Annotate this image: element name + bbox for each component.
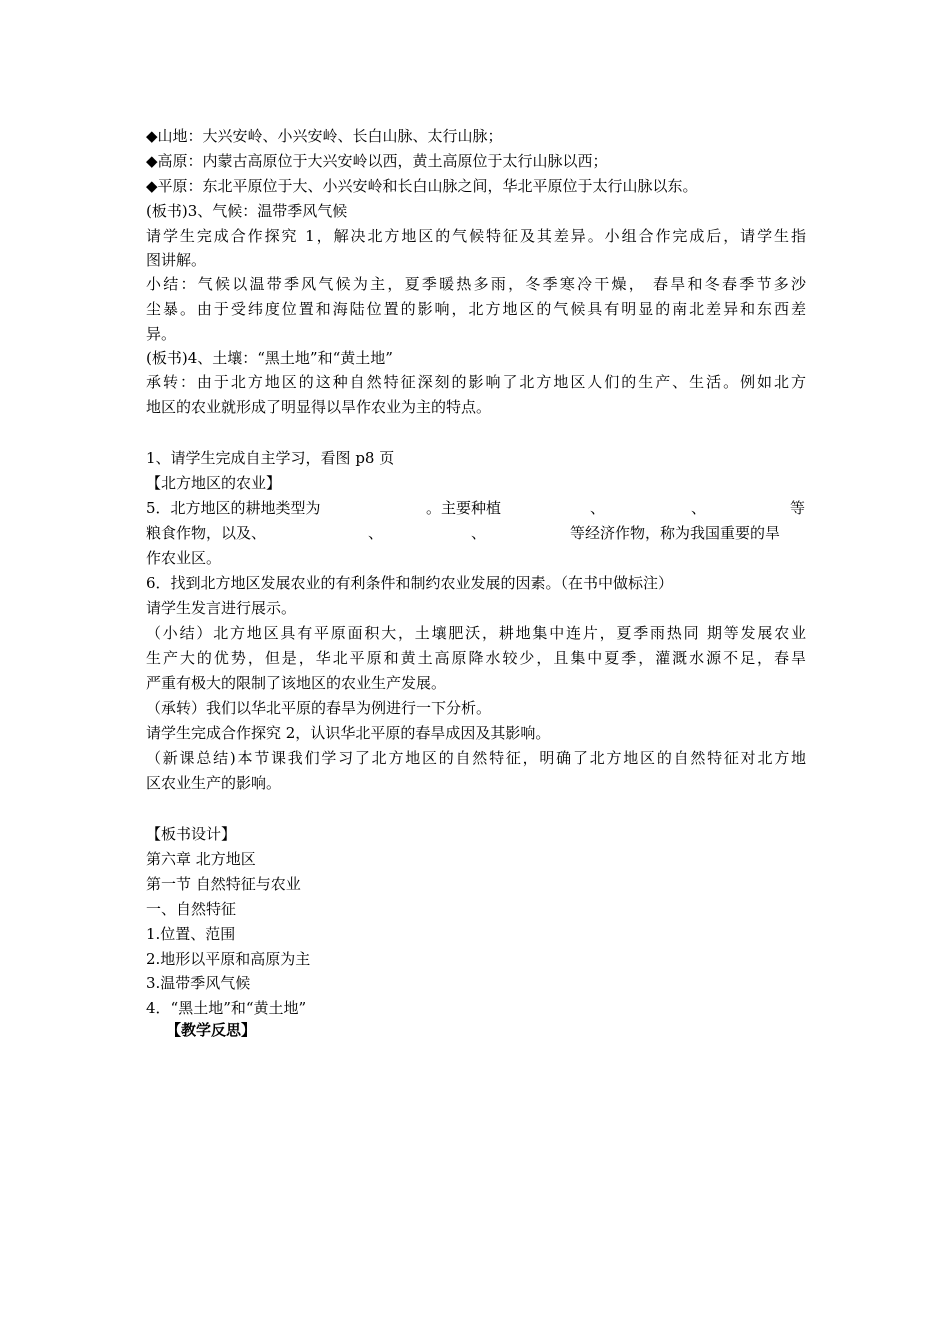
board-design-heading: 【板书设计】 bbox=[146, 825, 237, 843]
board-item-4: 4．“黑土地”和“黄土地” bbox=[146, 999, 307, 1017]
self-study-instruction: 1、请学生完成自主学习，看图 p8 页 bbox=[146, 449, 395, 467]
question5-line3: 作农业区。 bbox=[146, 549, 222, 567]
agriculture-heading: 【北方地区的农业】 bbox=[146, 474, 282, 492]
teaching-reflection-heading: 【教学反思】 bbox=[166, 1021, 257, 1039]
question5-text-c: 等 bbox=[790, 499, 806, 517]
transition-line1: 承转：由于北方地区的这种自然特征深刻的影响了北方地区人们的生产、生活。例如北方 bbox=[146, 373, 806, 391]
question5-text-e: 等经济作物，称为我国重要的旱 bbox=[570, 524, 781, 542]
question5-sep-2: 、 bbox=[691, 499, 707, 517]
agriculture-summary-line3: 严重有极大的限制了该地区的农业生产发展。 bbox=[146, 674, 447, 692]
cooperative-task-2: 请学生完成合作探究 2，认识华北平原的春旱成因及其影响。 bbox=[146, 724, 551, 742]
student-presentation: 请学生发言进行展示。 bbox=[146, 599, 297, 617]
landform-plains: ◆平原：东北平原位于大、小兴安岭和长白山脉之间，华北平原位于太行山脉以东。 bbox=[146, 177, 698, 195]
climate-task-line2: 图讲解。 bbox=[146, 251, 207, 269]
board-soil: (板书)4、土壤：“黑土地”和“黄土地” bbox=[146, 349, 393, 367]
question5-sep-4: 、 bbox=[471, 524, 487, 542]
landform-mountains: ◆山地：大兴安岭、小兴安岭、长白山脉、太行山脉； bbox=[146, 127, 503, 145]
board-item-3: 3.温带季风气候 bbox=[146, 974, 251, 992]
question5-text-b: 。主要种植 bbox=[426, 499, 502, 517]
lesson-summary-line2: 区农业生产的影响。 bbox=[146, 774, 282, 792]
board-item-2: 2.地形以平原和高原为主 bbox=[146, 950, 311, 968]
question5-text-d: 粮食作物，以及、 bbox=[146, 524, 267, 542]
climate-summary-line1: 小结：气候以温带季风气候为主，夏季暖热多雨，冬季寒冷干燥， 春旱和冬春季节多沙 bbox=[146, 275, 806, 293]
question5-sep-3: 、 bbox=[368, 524, 384, 542]
lesson-summary-line1: （新课总结)本节课我们学习了北方地区的自然特征，明确了北方地区的自然特征对北方地 bbox=[146, 749, 806, 767]
question6: 6．找到北方地区发展农业的有利条件和制约农业发展的因素。（在书中做标注） bbox=[146, 574, 674, 592]
board-item-natural-features: 一、自然特征 bbox=[146, 900, 237, 918]
board-item-1: 1.位置、范围 bbox=[146, 925, 236, 943]
question5-text-a: 5．北方地区的耕地类型为 bbox=[146, 499, 321, 517]
question5-sep-1: 、 bbox=[590, 499, 606, 517]
board-climate: (板书)3、气候：温带季风气候 bbox=[146, 202, 348, 220]
transition-spring-drought: （承转）我们以华北平原的春旱为例进行一下分析。 bbox=[146, 699, 492, 717]
climate-summary-line3: 异。 bbox=[146, 325, 177, 343]
agriculture-summary-line2: 生产大的优势，但是，华北平原和黄土高原降水较少，且集中夏季，灌溉水源不足，春旱 bbox=[146, 649, 806, 667]
climate-summary-line2: 尘暴。由于受纬度位置和海陆位置的影响，北方地区的气候具有明显的南北差异和东西差 bbox=[146, 300, 806, 318]
transition-line2: 地区的农业就形成了明显得以旱作农业为主的特点。 bbox=[146, 398, 492, 416]
board-chapter: 第六章 北方地区 bbox=[146, 850, 256, 868]
board-section: 第一节 自然特征与农业 bbox=[146, 875, 301, 893]
landform-plateaus: ◆高原：内蒙古高原位于大兴安岭以西，黄土高原位于太行山脉以西； bbox=[146, 152, 608, 170]
climate-task-line1: 请学生完成合作探究 1，解决北方地区的气候特征及其差异。小组合作完成后，请学生指 bbox=[146, 227, 806, 245]
agriculture-summary-line1: （小结）北方地区具有平原面积大，土壤肥沃，耕地集中连片，夏季雨热同 期等发展农业 bbox=[146, 624, 806, 642]
